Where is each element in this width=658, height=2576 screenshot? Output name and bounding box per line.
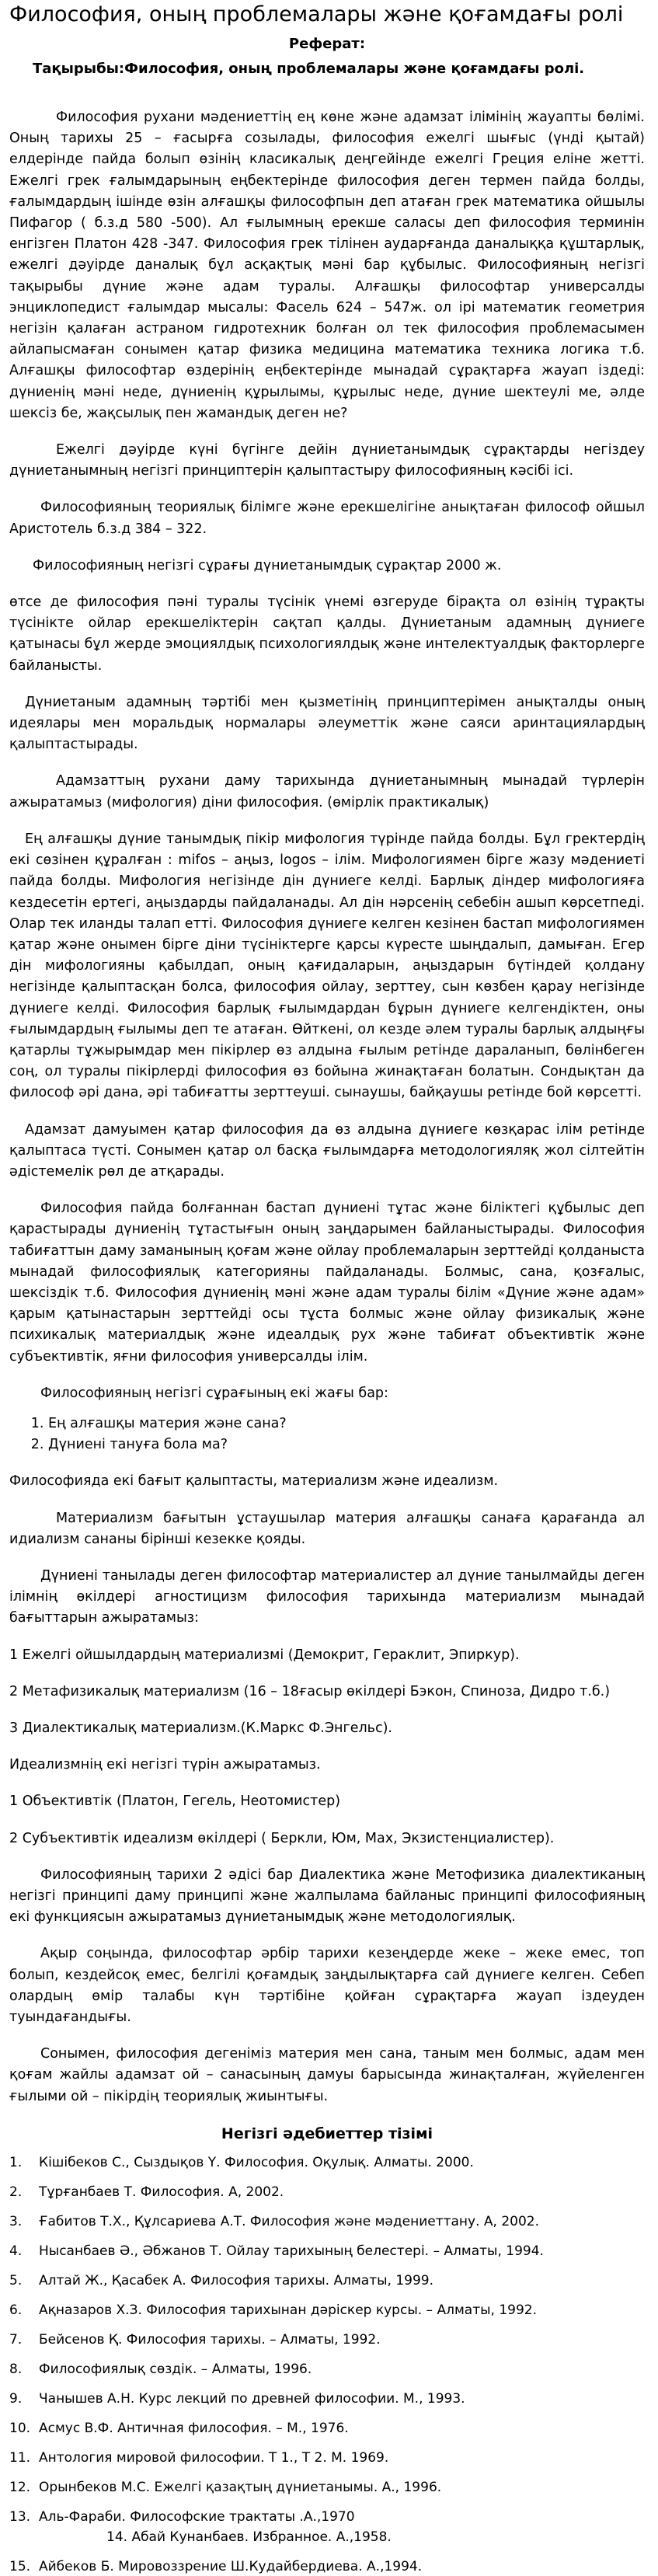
reference-text: Асмус В.Ф. Античная философия. – М., 1976.: [39, 2420, 349, 2436]
reference-text: Антология мировой философии. Т 1., Т 2. М. 1969.: [39, 2449, 389, 2466]
reference-text: Ақназаров Х.З. Философия тарихынан дәрiскер курсы. – Алматы, 1992.: [39, 2302, 537, 2318]
reference-item: [9, 2479, 645, 2497]
reference-text: Орынбеков М.С. Ежелгі қазақтың дүниетанымы. А., 1996.: [39, 2479, 442, 2495]
paragraph: Материализм бағытын ұстаушылар материя алғашқы санаға қарағанда ал идиализм сананы бірінші кезекке қояды.: [9, 1510, 645, 1547]
page-title: Философия, оның проблемалары және қоғамдағы ролі: [9, 2, 624, 26]
reference-number: 8.: [9, 2361, 23, 2377]
reference-number: 11.: [9, 2449, 31, 2466]
reference-text: Тұрғанбаев Т. Философия. А, 2002.: [39, 2184, 284, 2200]
reference-number: 6.: [9, 2302, 23, 2318]
list-item: 1. Ең алғашқы материя және сана?: [48, 1413, 645, 1434]
reference-item: [9, 2154, 645, 2172]
paragraph: 1 Объективтік (Платон, Гегель, Неотомистер): [9, 1793, 341, 1810]
reference-item: [9, 2420, 645, 2438]
paragraph: Философияның негізгі сұрағының екі жағы бар:: [40, 1385, 388, 1401]
reference-number: 10.: [9, 2420, 31, 2436]
paragraph: Ақыр соңында, философтар әрбір тарихи кезеңдерде жеке – жеке емес, топ болып, кездейсоқ емес, белгілі қоғамдық заңдылықтарға сай дүниеге келген. Себеп олардың өмір талабы күн тәртібіне қойған сұрақтарға жауап іздеуден туындағандығы.: [9, 1946, 645, 2026]
reference-item: [9, 2331, 645, 2349]
paragraph: 2 Метафизикалық материализм (16 – 18ғасыр өкілдері Бэкон, Спиноза, Дидро т.б.): [9, 1683, 611, 1699]
reference-number: 5.: [9, 2272, 23, 2288]
reference-text: 14. Абай Кунанбаев. Избранное. А.,1958.: [106, 2529, 392, 2545]
paragraph: Философия рухани мәдениеттің ең көне және адамзат ілімінің жауапты бөлімі. Оның тарихы 25 – ғасырға созылады, философия ежелгі шығыс (үнді қытай) елдерінде пайда болып өзінің класикалық деңгейінде ежелгі Греция еліне жетті. Ежелгі грек ғалымдарының еңбектерінде философия деген термен пайда болды, ғалымдардың ішінде өзін алғашқы философпын деп атаған грек математика ойшылы Пифагор ( б.з.д 580 -500). Ал ғылымның ерекше саласы деп философия терминін енгізген Платон 428 -347. Философия грек тілінен аударғанда даналыққа құштарлық, ежелгі дәуірде даналық бұл асқақтық мәні бар құбылыс. Философияның негізгі тақырыбы дүние және адам туралы. Алғашқы философтар универсалды энциклопедист ғалымдар мысалы: Фасель 624 – 547ж. ол ірі математик геометрия негізін қалаған астраном гидротехник болған ол тек философия проблемасымен айлапысмаған сонымен қатар физика медицина математика техника логика т.б. Алғашқы философтар өздерінің еңбектерінде мынадай сұрақтарға жауап іздеді: дүниенің мәні неде, дүниенің құрылымы, құрылыс неде, дүние шектеулі ме, әлде шексіз бе, жақсылық пен жамандық деген не?: [9, 110, 645, 421]
paragraph: Философияның тарихи 2 әдісі бар Диалектика және Метофизика диалектиканың негізгі принципі даму принципі және жалпылама байланыс принципі философияның екі функциясын ажыратамыз дүниетанымдық және методологиялық.: [9, 1867, 645, 1926]
paragraph: Адамзат дамуымен қатар философия да өз алдына дүниеге көзқарас ілім ретінде қалыптаса түсті. Сонымен қатар ол басқа ғылымдарға методологияляқ жол сілтейтін әдістемелік рөл де атқарады.: [9, 1121, 645, 1180]
reference-text: Философиялық сөздік. – Алматы, 1996.: [39, 2361, 312, 2377]
reference-text: Айбеков Б. Мировоззрение Ш.Кудайбердиева. А.,1994.: [39, 2558, 423, 2574]
reference-item: [9, 2361, 645, 2379]
reference-item: [9, 2449, 645, 2467]
paragraph: Адамзаттың рухани даму тарихында дүниетанымның мынадай түрлерін ажыратамыз (мифология) діни философия. (өмірлік практикалық): [9, 773, 645, 810]
reference-text: Аль-Фараби. Философские трактаты .А.,1970: [39, 2508, 355, 2525]
reference-number: 7.: [9, 2331, 23, 2348]
paragraph: 3 Диалектикалық материализм.(К.Маркс Ф.Энгельс).: [9, 1720, 392, 1736]
paragraph: Идеализмнің екі негізгі түрін ажыратамыз.: [9, 1757, 321, 1773]
paragraph: 2 Субъективтік идеализм өкілдері ( Беркли, Юм, Мах, Экзистенциалистер).: [9, 1830, 555, 1846]
genre-label: Реферат:: [288, 36, 366, 52]
reference-item: [9, 2529, 645, 2546]
reference-number: 15.: [9, 2558, 31, 2574]
reference-text: Алтай Ж., Қасабек А. Философия тарихы. Алматы, 1999.: [39, 2272, 433, 2288]
paragraph: Философияның негізгі сұрағы дүниетанымдық сұрақтар 2000 ж.: [33, 557, 502, 573]
reference-item: [9, 2213, 645, 2231]
reference-item: [9, 2508, 645, 2526]
reference-text: Ғабитов Т.Х., Құлсариева А.Т. Философия және мәдениеттану. А, 2002.: [39, 2213, 540, 2229]
reference-item: [9, 2558, 645, 2576]
reference-number: 13.: [9, 2508, 31, 2525]
paragraph: Философия пайда болғаннан бастап дүниені тұтас және біліктегі құбылыс деп қарастырады дүниенің тұтастығын оның заңдарымен байланыстырады. Философия табиғаттын даму заманының қоғам және ойлау проблемаларын зерттейді қолданыста мынадай философиялық категорияны пайдаланады. Болмыс, сана, қозғалыс, шексіздік т.б. Философия дүниенің мәні және адам туралы білім «Дүние және адам» қарым қатынастарын зерттейді осы тұста болмыс және ойлау физикалық және психикалық материалдық және идеалдық рух және табиғат объективтік және субъективтік, яғни философия универсалды ілім.: [9, 1201, 645, 1365]
reference-number: 2.: [9, 2184, 23, 2200]
reference-item: [9, 2302, 645, 2320]
reference-number: 1.: [9, 2154, 23, 2170]
list-item: 2. Дүниені тануға бола ма?: [48, 1434, 645, 1455]
paragraph: Философияның теориялық білімге және ерекшелігіне анықтаған философ ойшыл Аристотель б.з.д 384 – 322.: [9, 500, 645, 537]
paragraph: Ең алғашқы дүние танымдық пікір мифология түрінде пайда болды. Бұл гректердің екі сөзінен құралған : mifos – аңыз, logos – ілім. Мифологиямен бірге жазу мәдениеті пайда болды. Мифология негізінде дін дүниеге келді. Барлық діндер мифологияға кездесетін ертегі, аңыздарды пайдаланады. Ал дін нәрсенің себебін ашып көрсетпеді. Олар тек иланды талап етті. Философия дүниеге келген кезінен бастап мифологиямен қатар және онымен бірге діни түсініктерге қарсы күресте шыңдалып, дамыған. Егер дін мифологияны қабылдап, оның қағидаларын, аңыздарын бүтіндей қолдану негізінде қалыптасқан болса, философия ойлау, зерттеу, сын көзбен қарау негізінде дүниеге келді. Философия барлық ғылымдардан бұрын дүниеге келгендіктен, оны ғылымдардың ғылымы деп те атаған. Өйткені, ол кезде әлем туралы барлық алдыңғы қатарлы тұжырымдар мен пікірлер өз алдына ғылым ретінде дараланып, бөлінбеген соң, ол туралы пікірлерді философия өз бойына жинақтаған болатын. Сондықтан да философ әрі дана, әрі табиғатты зерттеуші. сынаушы, байқаушы ретінде бой көрсетті.: [9, 831, 645, 1101]
paragraph: 1 Ежелгі ойшылдардың материализмі (Демокрит, Гераклит, Эпиркур).: [9, 1647, 520, 1663]
reference-number: 9.: [9, 2390, 23, 2407]
reference-number: 3.: [9, 2213, 23, 2229]
question-list: [9, 1413, 645, 1455]
paragraph: Ежелгі дәуірде күні бүгінге дейін дүниетанымдық сұрақтарды негіздеу дүниетанымның негізгі принциптерін қалыптастыру философияның кәсібі ісі.: [9, 442, 645, 479]
reference-item: [9, 2390, 645, 2408]
paragraph: Дүниетаным адамның тәртібі мен қызметінің принциптерімен анықталды оның идеялары мен моральдық нормалары әлеуметтік және саяси аринтациялардың қалыптастырады.: [9, 694, 645, 753]
paragraph: Сонымен, философия дегеніміз материя мен сана, таным мен болмыс, адам мен қоғам жайлы адамзат ой – санасының дамуы барысында жинақталған, жүйеленген ғылыми ой – пікірдің теориялық жиынтығы.: [9, 2046, 645, 2104]
bibliography-title: Негізгі әдебиеттер тізімі: [221, 2125, 433, 2142]
reference-text: Бейсенов Қ. Философия тарихы. – Алматы, 1992.: [39, 2331, 381, 2348]
document: [9, 0, 645, 2574]
reference-item: [9, 2243, 645, 2261]
reference-number: 4.: [9, 2243, 23, 2259]
paragraph: өтсе де философия пәні туралы түсінік үнемі өзгеруде бірақта ол өзінің тұрақты түсінікте ойлар ерекшеліктерін сақтап қалды. Дүниетаным адамның дүниеге қатынасы бұл жерде эмоциялдық психологиялдық және интелектуалдық факторлерге байланысты.: [9, 594, 645, 674]
reference-text: Кішібеков С., Сыздықов Ү. Философия. Оқулық. Алматы. 2000.: [39, 2154, 474, 2170]
topic-subtitle: Тақырыбы:Философия, оның проблемалары және қоғамдағы ролі.: [33, 61, 585, 77]
reference-number: 12.: [9, 2479, 31, 2495]
reference-item: [9, 2184, 645, 2201]
reference-text: Нысанбаев Ә., Әбжанов Т. Ойлау тарихының белестері. – Алматы, 1994.: [39, 2243, 544, 2259]
reference-item: [9, 2272, 645, 2290]
paragraph: Философияда екі бағыт қалыптасты, материализм және идеализм.: [9, 1473, 499, 1490]
paragraph: Дүниені танылады деген философтар материалистер ал дүние танылмайды деген ілімнің өкілдері агностицизм философия тарихында материализм мынадай бағыттарын ажыратамыз:: [9, 1567, 645, 1626]
reference-text: Чанышев А.Н. Курс лекций по древней философии. М., 1993.: [39, 2390, 465, 2407]
